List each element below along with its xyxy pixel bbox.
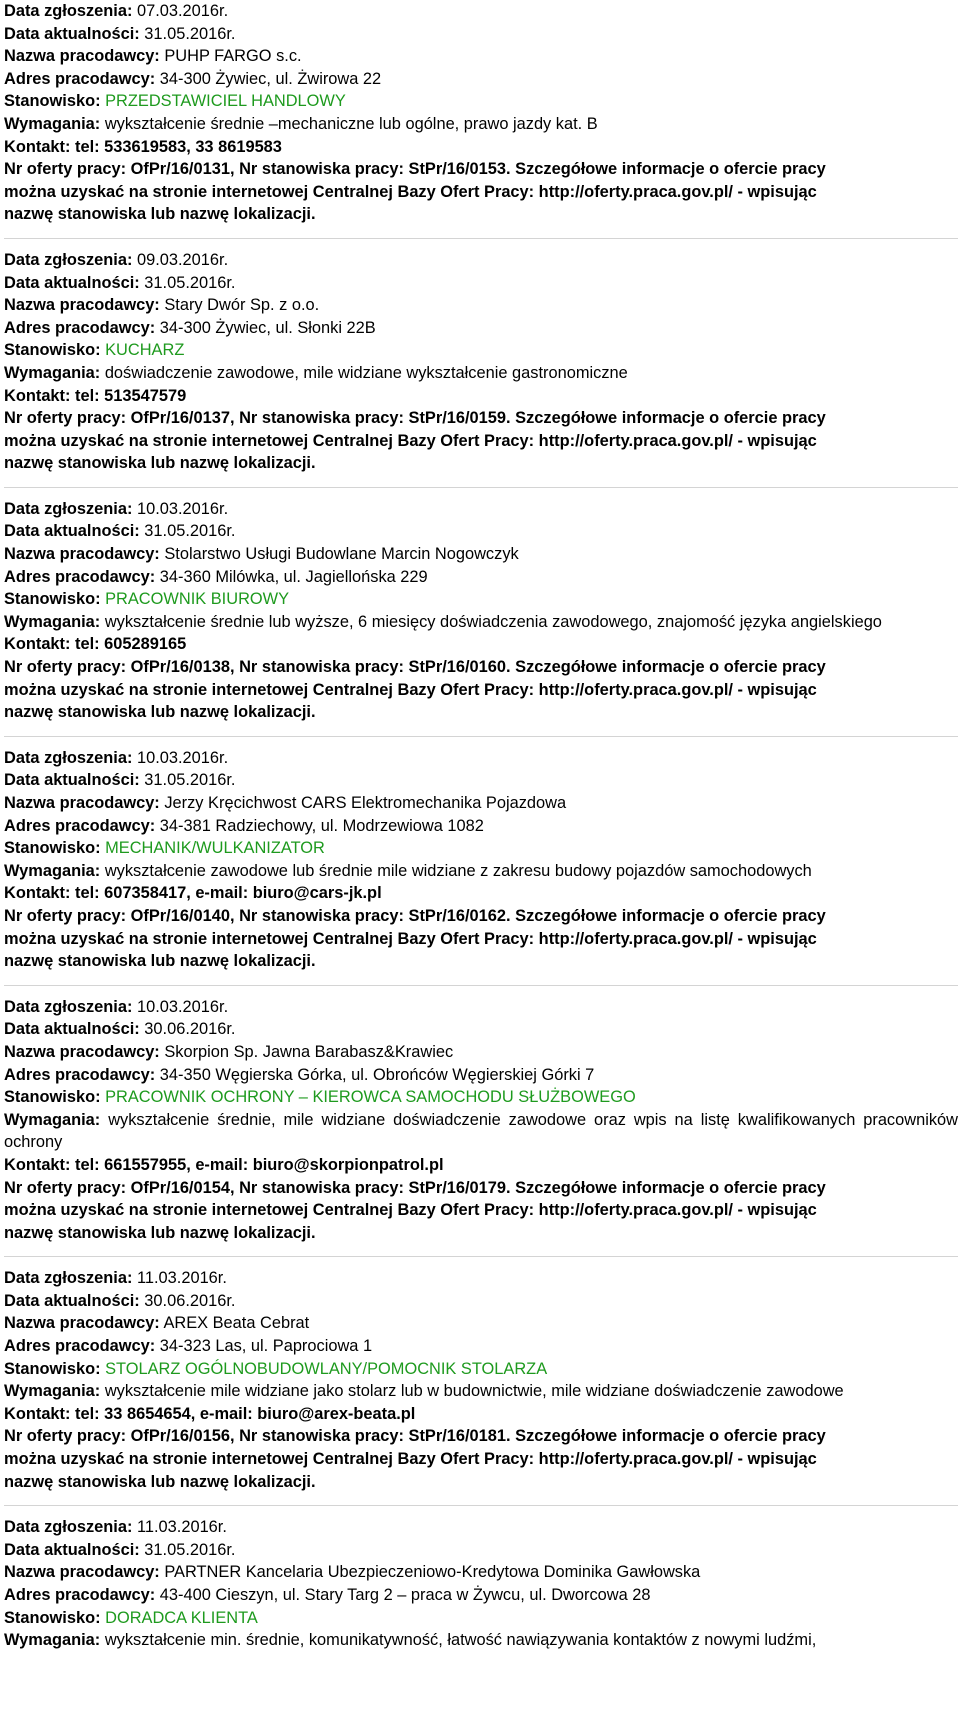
validity-date-label: Data aktualności: [4,1291,140,1310]
offer-reference [4,1177,958,1245]
employer-address [4,815,958,838]
employer-name-label: Nazwa pracodawcy: [4,1314,160,1333]
requirements-label: Wymagania: [4,861,101,880]
requirements-label: Wymagania: [4,114,101,133]
position-number-label: Nr stanowiska pracy: [239,160,404,179]
employer-address-value: 34-381 Radziechowy, ul. Modrzewiowa 1082 [159,816,484,835]
details-info-text: nazwę stanowiska lub nazwę lokalizacji. [4,1223,316,1242]
submission-date-label: Data zgłoszenia: [4,1518,133,1537]
validity-date [4,1539,958,1562]
job-offer [4,0,958,226]
employer-name [4,543,958,566]
employer-address-label: Adres pracodawcy: [4,69,156,88]
job-offer [4,736,958,973]
requirements [4,113,958,136]
details-info-text: można uzyskać na stronie internetowej Centralnej Bazy Ofert Pracy: http://oferty.praca.gov.pl/ - wpisując [4,929,817,948]
employer-name-value: PARTNER Kancelaria Ubezpieczeniowo-Kredytowa Dominika Gawłowska [164,1563,701,1582]
offer-number-value: OfPr/16/0131, [130,160,235,179]
employer-address-label: Adres pracodawcy: [4,567,156,586]
details-info-text: można uzyskać na stronie internetowej Centralnej Bazy Ofert Pracy: http://oferty.praca.gov.pl/ - wpisując [4,1450,817,1469]
details-info-text: można uzyskać na stronie internetowej Centralnej Bazy Ofert Pracy: http://oferty.praca.gov.pl/ - wpisując [4,1201,817,1220]
details-info-text: nazwę stanowiska lub nazwę lokalizacji. [4,1472,316,1491]
employer-name [4,1561,958,1584]
offer-reference [4,905,958,973]
job-offer [4,1256,958,1493]
requirements-label: Wymagania: [4,612,101,631]
employer-address [4,317,958,340]
employer-name [4,1041,958,1064]
requirements-label: Wymagania: [4,1110,101,1129]
details-info-text: nazwę stanowiska lub nazwę lokalizacji. [4,703,316,722]
position-title-label: Stanowisko: [4,1608,101,1627]
offer-reference [4,1425,958,1493]
requirements-value: wykształcenie min. średnie, komunikatywność, łatwość nawiązywania kontaktów z nowymi ludźmi, [104,1631,817,1650]
requirements-label: Wymagania: [4,1631,101,1650]
employer-address-label: Adres pracodawcy: [4,318,156,337]
contact-value: tel: 607358417, e-mail: biuro@cars-jk.pl [75,884,382,903]
contact-label: Kontakt: [4,386,71,405]
offer-reference [4,656,958,724]
details-info-text: nazwę stanowiska lub nazwę lokalizacji. [4,454,316,473]
employer-address [4,1584,958,1607]
submission-date [4,1267,958,1290]
submission-date-value: 09.03.2016r. [136,250,229,269]
submission-date-label: Data zgłoszenia: [4,2,133,20]
validity-date-value: 31.05.2016r. [144,273,236,292]
validity-date [4,1018,958,1041]
requirements-value: wykształcenie średnie, mile widziane doświadczenie zawodowe oraz wpis na listę kwalifikowanych pracowników ochrony [4,1110,958,1152]
details-info-text: Szczegółowe informacje o ofercie pracy [515,1178,826,1197]
offer-number-value: OfPr/16/0138, [130,658,235,677]
requirements-value: wykształcenie mile widziane jako stolarz lub w budownictwie, mile widziane doświadczenie zawodowe [104,1382,844,1401]
validity-date [4,769,958,792]
employer-name-label: Nazwa pracodawcy: [4,1563,160,1582]
position-title-value: PRACOWNIK BIUROWY [105,590,290,609]
requirements-value: wykształcenie zawodowe lub średnie mile widziane z zakresu budowy pojazdów samochodowych [104,861,812,880]
position-title [4,339,958,362]
position-number-value: StPr/16/0179. [408,1178,511,1197]
contact [4,882,958,905]
position-title-label: Stanowisko: [4,839,101,858]
job-offer [4,1505,958,1652]
position-title [4,1086,958,1109]
requirements-label: Wymagania: [4,363,101,382]
validity-date-label: Data aktualności: [4,522,140,541]
contact-label: Kontakt: [4,1404,71,1423]
requirements-value: doświadczenie zawodowe, mile widziane wykształcenie gastronomiczne [104,363,628,382]
validity-date-value: 30.06.2016r. [144,1020,236,1039]
offer-number-value: OfPr/16/0154, [130,1178,235,1197]
submission-date-label: Data zgłoszenia: [4,1269,133,1288]
position-number-value: StPr/16/0181. [408,1427,511,1446]
employer-address-label: Adres pracodawcy: [4,1586,156,1604]
employer-address-label: Adres pracodawcy: [4,1065,156,1084]
job-offer [4,487,958,724]
position-title-value: DORADCA KLIENTA [105,1608,258,1627]
position-number-value: StPr/16/0160. [408,658,511,677]
details-info-text: Szczegółowe informacje o ofercie pracy [515,906,826,925]
offer-reference-line [4,407,958,430]
validity-date-label: Data aktualności: [4,1540,140,1559]
submission-date-value: 10.03.2016r. [136,748,229,767]
position-number-label: Nr stanowiska pracy: [239,658,404,677]
employer-address [4,68,958,91]
validity-date-label: Data aktualności: [4,24,140,43]
validity-date-label: Data aktualności: [4,1020,140,1039]
requirements [4,362,958,385]
validity-date-value: 31.05.2016r. [144,24,236,43]
submission-date-value: 11.03.2016r. [136,1269,227,1288]
details-info-text: Szczegółowe informacje o ofercie pracy [515,658,826,677]
submission-date [4,1516,958,1539]
employer-name [4,45,958,68]
employer-name [4,294,958,317]
contact [4,1154,958,1177]
contact [4,385,958,408]
details-info-text: Szczegółowe informacje o ofercie pracy [515,160,826,179]
contact-label: Kontakt: [4,1155,71,1174]
offer-reference [4,158,958,226]
offer-number-label: Nr oferty pracy: [4,160,127,179]
employer-address-value: 34-350 Węgierska Górka, ul. Obrońców Węgierskiej Górki 7 [159,1065,595,1084]
position-title [4,837,958,860]
contact-value: tel: 605289165 [75,635,187,654]
details-info-text: Szczegółowe informacje o ofercie pracy [515,409,826,428]
validity-date [4,23,958,46]
position-title [4,588,958,611]
employer-name-value: Stolarstwo Usługi Budowlane Marcin Nogowczyk [164,545,519,564]
submission-date [4,249,958,272]
validity-date-value: 31.05.2016r. [144,1540,236,1559]
employer-name-label: Nazwa pracodawcy: [4,545,160,564]
details-info-text: można uzyskać na stronie internetowej Centralnej Bazy Ofert Pracy: http://oferty.praca.gov.pl/ - wpisując [4,182,817,201]
contact-value: tel: 533619583, 33 8619583 [75,137,282,156]
position-number-label: Nr stanowiska pracy: [239,1427,404,1446]
requirements [4,1109,958,1154]
submission-date [4,0,958,23]
requirements [4,1629,958,1652]
employer-name-value: Jerzy Kręcichwost CARS Elektromechanika Pojazdowa [164,794,567,812]
offer-number-value: OfPr/16/0140, [130,906,235,925]
employer-address-label: Adres pracodawcy: [4,1337,156,1356]
submission-date-value: 10.03.2016r. [136,499,229,518]
validity-date [4,520,958,543]
employer-name-label: Nazwa pracodawcy: [4,296,160,315]
offer-number-value: OfPr/16/0156, [130,1427,235,1446]
validity-date-label: Data aktualności: [4,273,140,292]
position-title-label: Stanowisko: [4,341,101,360]
employer-name-value: AREX Beata Cebrat [163,1314,310,1333]
validity-date-value: 30.06.2016r. [144,1291,236,1310]
position-title-label: Stanowisko: [4,590,101,609]
validity-date [4,1290,958,1313]
employer-name-value: Skorpion Sp. Jawna Barabasz&Krawiec [164,1042,454,1061]
requirements [4,1380,958,1403]
offer-reference-line [4,1425,958,1448]
contact-label: Kontakt: [4,635,71,654]
job-offer [4,238,958,475]
position-title-label: Stanowisko: [4,1359,101,1378]
position-title-value: KUCHARZ [105,341,185,360]
employer-address [4,566,958,589]
validity-date-label: Data aktualności: [4,771,140,790]
position-title-label: Stanowisko: [4,1088,101,1107]
position-number-value: StPr/16/0153. [408,160,511,179]
details-info-text: nazwę stanowiska lub nazwę lokalizacji. [4,952,316,971]
offer-reference-line [4,905,958,928]
position-title-value: STOLARZ OGÓLNOBUDOWLANY/POMOCNIK STOLARZA [105,1359,548,1378]
position-number-label: Nr stanowiska pracy: [239,1178,404,1197]
offer-number-label: Nr oferty pracy: [4,409,127,428]
employer-name-label: Nazwa pracodawcy: [4,794,160,812]
requirements-label: Wymagania: [4,1382,101,1401]
position-title-value: PRACOWNIK OCHRONY – KIEROWCA SAMOCHODU SŁUŻBOWEGO [105,1088,636,1107]
offer-number-label: Nr oferty pracy: [4,906,127,925]
validity-date [4,272,958,295]
employer-address-value: 34-300 Żywiec, ul. Słonki 22B [159,318,376,337]
contact-value: tel: 33 8654654, e-mail: biuro@arex-beata.pl [75,1404,416,1423]
employer-name-value: Stary Dwór Sp. z o.o. [164,296,320,315]
requirements-value: wykształcenie średnie –mechaniczne lub ogólne, prawo jazdy kat. B [104,114,598,133]
position-title [4,90,958,113]
contact [4,633,958,656]
offer-number-value: OfPr/16/0137, [130,409,235,428]
employer-name-label: Nazwa pracodawcy: [4,1042,160,1061]
position-title-value: PRZEDSTAWICIEL HANDLOWY [105,92,346,111]
validity-date-value: 31.05.2016r. [144,522,236,541]
employer-name-label: Nazwa pracodawcy: [4,47,160,66]
requirements [4,860,958,883]
details-info-text: Szczegółowe informacje o ofercie pracy [515,1427,826,1446]
position-number-label: Nr stanowiska pracy: [239,409,404,428]
offer-number-label: Nr oferty pracy: [4,1178,127,1197]
position-number-label: Nr stanowiska pracy: [239,906,404,925]
offer-number-label: Nr oferty pracy: [4,658,127,677]
validity-date-value: 31.05.2016r. [144,771,236,790]
employer-address-value: 34-300 Żywiec, ul. Żwirowa 22 [159,69,382,88]
contact-label: Kontakt: [4,137,71,156]
offer-number-label: Nr oferty pracy: [4,1427,127,1446]
employer-name [4,792,958,815]
employer-name-value: PUHP FARGO s.c. [164,47,302,66]
position-title-label: Stanowisko: [4,92,101,111]
employer-address-value: 34-360 Milówka, ul. Jagiellońska 229 [159,567,428,586]
submission-date-value: 10.03.2016r. [136,997,229,1016]
employer-address-value: 34-323 Las, ul. Paprociowa 1 [159,1337,373,1356]
position-number-value: StPr/16/0159. [408,409,511,428]
position-title [4,1607,958,1630]
position-number-value: StPr/16/0162. [408,906,511,925]
position-title-value: MECHANIK/WULKANIZATOR [105,839,325,858]
contact-value: tel: 513547579 [75,386,187,405]
submission-date [4,996,958,1019]
details-info-text: nazwę stanowiska lub nazwę lokalizacji. [4,205,316,224]
employer-address-value: 43-400 Cieszyn, ul. Stary Targ 2 – praca w Żywcu, ul. Dworcowa 28 [159,1586,651,1604]
offer-reference-line [4,656,958,679]
contact-label: Kontakt: [4,884,71,903]
details-info-text: można uzyskać na stronie internetowej Centralnej Bazy Ofert Pracy: http://oferty.praca.gov.pl/ - wpisując [4,680,817,699]
submission-date-value: 11.03.2016r. [136,1518,227,1537]
offer-reference-line [4,158,958,181]
submission-date-label: Data zgłoszenia: [4,499,133,518]
submission-date [4,747,958,770]
requirements-value: wykształcenie średnie lub wyższe, 6 miesięcy doświadczenia zawodowego, znajomość języka angielskiego [104,612,882,631]
submission-date-label: Data zgłoszenia: [4,997,133,1016]
submission-date-label: Data zgłoszenia: [4,748,133,767]
submission-date-label: Data zgłoszenia: [4,250,133,269]
contact [4,1403,958,1426]
position-title [4,1358,958,1381]
details-info-text: można uzyskać na stronie internetowej Centralnej Bazy Ofert Pracy: http://oferty.praca.gov.pl/ - wpisując [4,431,817,450]
contact-value: tel: 661557955, e-mail: biuro@skorpionpatrol.pl [75,1155,444,1174]
requirements [4,611,958,634]
employer-name [4,1312,958,1335]
submission-date [4,498,958,521]
employer-address [4,1335,958,1358]
offer-reference [4,407,958,475]
employer-address-label: Adres pracodawcy: [4,816,156,835]
submission-date-value: 07.03.2016r. [136,2,229,20]
contact [4,136,958,159]
employer-address [4,1064,958,1087]
job-offer [4,985,958,1245]
offer-reference-line [4,1177,958,1200]
